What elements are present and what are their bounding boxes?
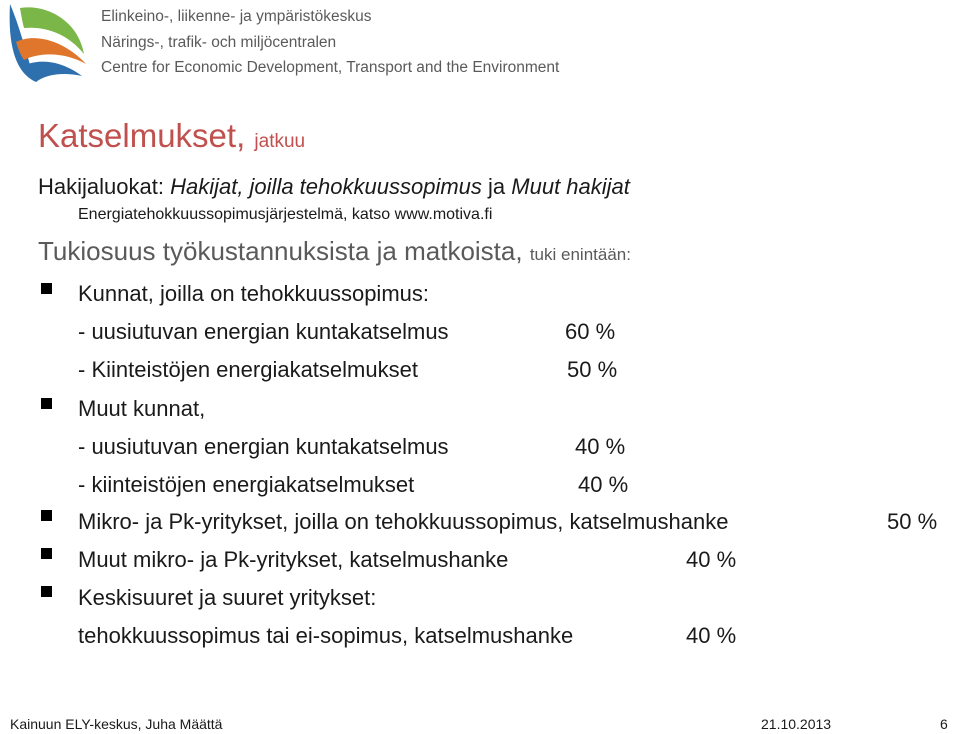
line-label: - kiinteistöjen energiakatselmukset (78, 472, 415, 497)
applicants-cat1: Hakijat, joilla tehokkuussopimus (170, 174, 482, 199)
ely-logo (6, 2, 88, 84)
line-label: - uusiutuvan energian kuntakatselmus (78, 319, 449, 344)
footer-page-number: 6 (940, 716, 948, 732)
line-label: Kunnat, joilla on tehokkuussopimus: (78, 281, 429, 306)
logo-blue-base (28, 62, 82, 82)
bullet-marker (41, 398, 52, 409)
support-heading-main: Tukiosuus työkustannuksista ja matkoista, (38, 236, 523, 266)
line-label: tehokkuussopimus tai ei-sopimus, katselmushanke (78, 623, 574, 648)
bullet-marker (41, 548, 52, 559)
footer-date: 21.10.2013 (761, 716, 832, 732)
line-label: Muut mikro- ja Pk-yritykset, katselmushanke (78, 547, 509, 572)
org-name-sv: Närings-, trafik- och miljöcentralen (101, 34, 337, 51)
slide-title (38, 117, 305, 155)
applicants-conj: ja (488, 174, 506, 199)
title-sub: jatkuu (254, 131, 306, 152)
title-main: Katselmukset, (38, 117, 246, 154)
org-name-fi: Elinkeino-, liikenne- ja ympäristökeskus (101, 8, 372, 25)
org-name-en: Centre for Economic Development, Transport and the Environment (101, 59, 560, 76)
line-label: Muut kunnat, (78, 396, 206, 421)
line-label: Keskisuuret ja suuret yritykset: (78, 585, 377, 610)
bullet-marker (41, 586, 52, 597)
line-value: 40 % (578, 472, 629, 497)
line-value: 50 % (887, 509, 938, 534)
applicants-cat2: Muut hakijat (511, 174, 630, 199)
support-heading (38, 236, 631, 267)
applicants-note: Energiatehokkuussopimusjärjestelmä, katso www.motiva.fi (78, 206, 493, 223)
line-value: 40 % (575, 434, 626, 459)
bullet-marker (41, 510, 52, 521)
line-value: 50 % (567, 357, 618, 382)
support-heading-small: tuki enintään: (529, 245, 631, 264)
applicants-prefix: Hakijaluokat: (38, 174, 164, 199)
line-label: - uusiutuvan energian kuntakatselmus (78, 434, 449, 459)
line-label: - Kiinteistöjen energiakatselmukset (78, 357, 418, 382)
footer-author: Kainuun ELY-keskus, Juha Määttä (10, 716, 223, 732)
line-value: 40 % (686, 623, 737, 648)
bullet-marker (41, 283, 52, 294)
line-value: 60 % (565, 319, 616, 344)
applicant-categories (38, 174, 630, 200)
line-label: Mikro- ja Pk-yritykset, joilla on tehokkuussopimus, katselmushanke (78, 509, 729, 534)
line-value: 40 % (686, 547, 737, 572)
